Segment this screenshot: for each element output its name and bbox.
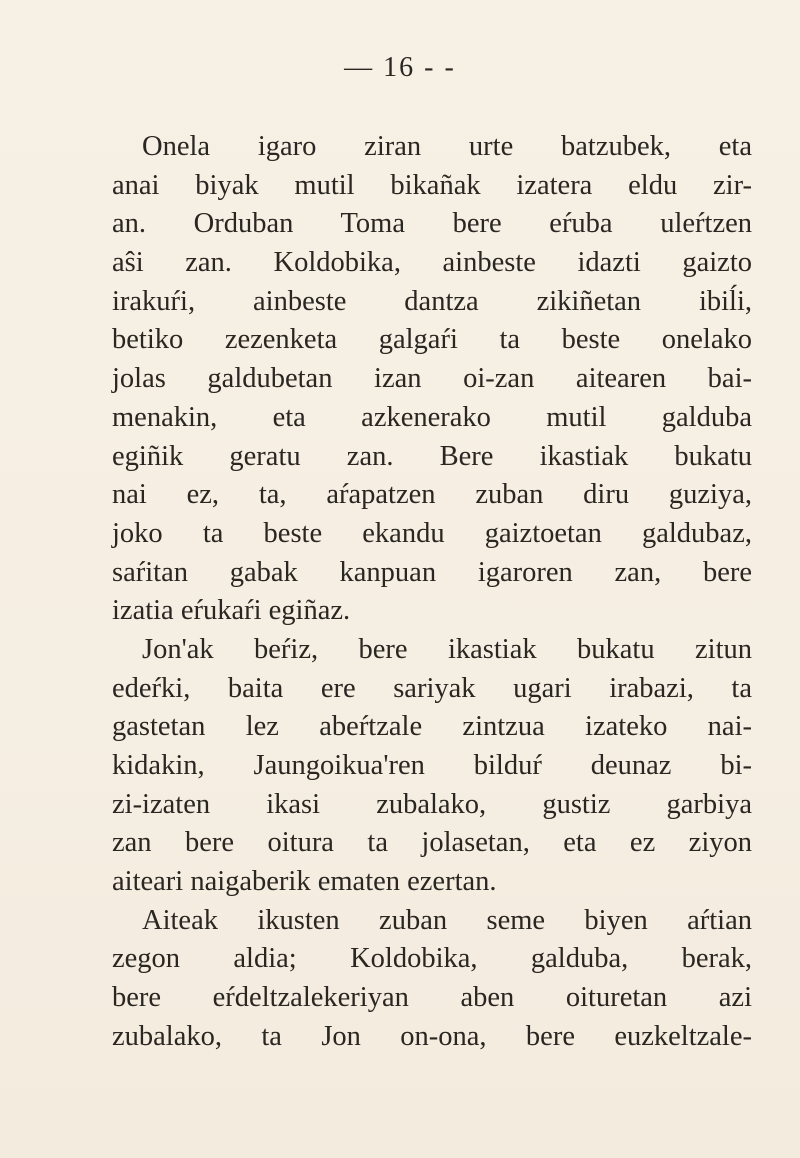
text-line: zubalako, ta Jon on-ona, bere euzkeltzale- <box>112 1020 752 1052</box>
page-number: — 16 - - <box>344 52 456 83</box>
text-line: zan bere oitura ta jolasetan, eta ez ziyon <box>112 827 752 859</box>
text-line: anai biyak mutil bikañak izatera eldu zir- <box>112 169 752 201</box>
text-line: joko ta beste ekandu gaiztoetan galdubaz, <box>112 517 752 549</box>
text-line: nai ez, ta, aŕapatzen zuban diru guziya, <box>112 479 752 511</box>
text-line: betiko zezenketa galgaŕi ta beste onelako <box>112 324 752 356</box>
text-line: irakuŕi, ainbeste dantza zikiñetan ibiĺi, <box>112 285 752 317</box>
text-line: Jon'ak beŕiz, bere ikastiak bukatu zitun <box>142 633 752 665</box>
text-line: edeŕki, baita ere sariyak ugari irabazi, ta <box>112 672 752 704</box>
text-line: Aiteak ikusten zuban seme biyen aŕtian <box>142 904 752 936</box>
text-line: zegon aldia; Koldobika, galduba, berak, <box>112 943 752 975</box>
text-line: jolas galdubetan izan oi-zan aitearen bai- <box>112 363 752 395</box>
text-line: aiteari naigaberik ematen ezertan. <box>112 866 497 898</box>
text-line: zi-izaten ikasi zubalako, gustiz garbiya <box>112 788 752 820</box>
text-line: saŕitan gabak kanpuan igaroren zan, bere <box>112 556 752 588</box>
text-line: izatia eŕukaŕi egiñaz. <box>112 595 351 627</box>
text-line: aŝi zan. Koldobika, ainbeste idazti gaizto <box>112 247 752 279</box>
text-line: egiñik geratu zan. Bere ikastiak bukatu <box>112 440 752 472</box>
text-line: menakin, eta azkenerako mutil galduba <box>112 401 752 433</box>
text-line: Onela igaro ziran urte batzubek, eta <box>142 131 752 162</box>
body-text <box>112 128 752 1057</box>
text-line: kidakin, Jaungoikua'ren bilduŕ deunaz bi- <box>112 750 752 781</box>
text-line: gastetan lez abeŕtzale zintzua izateko nai- <box>112 711 752 743</box>
text-line: an. Orduban Toma bere eŕuba uleŕtzen <box>112 208 752 240</box>
text-line: bere eŕdeltzalekeriyan aben oituretan azi <box>112 982 752 1014</box>
